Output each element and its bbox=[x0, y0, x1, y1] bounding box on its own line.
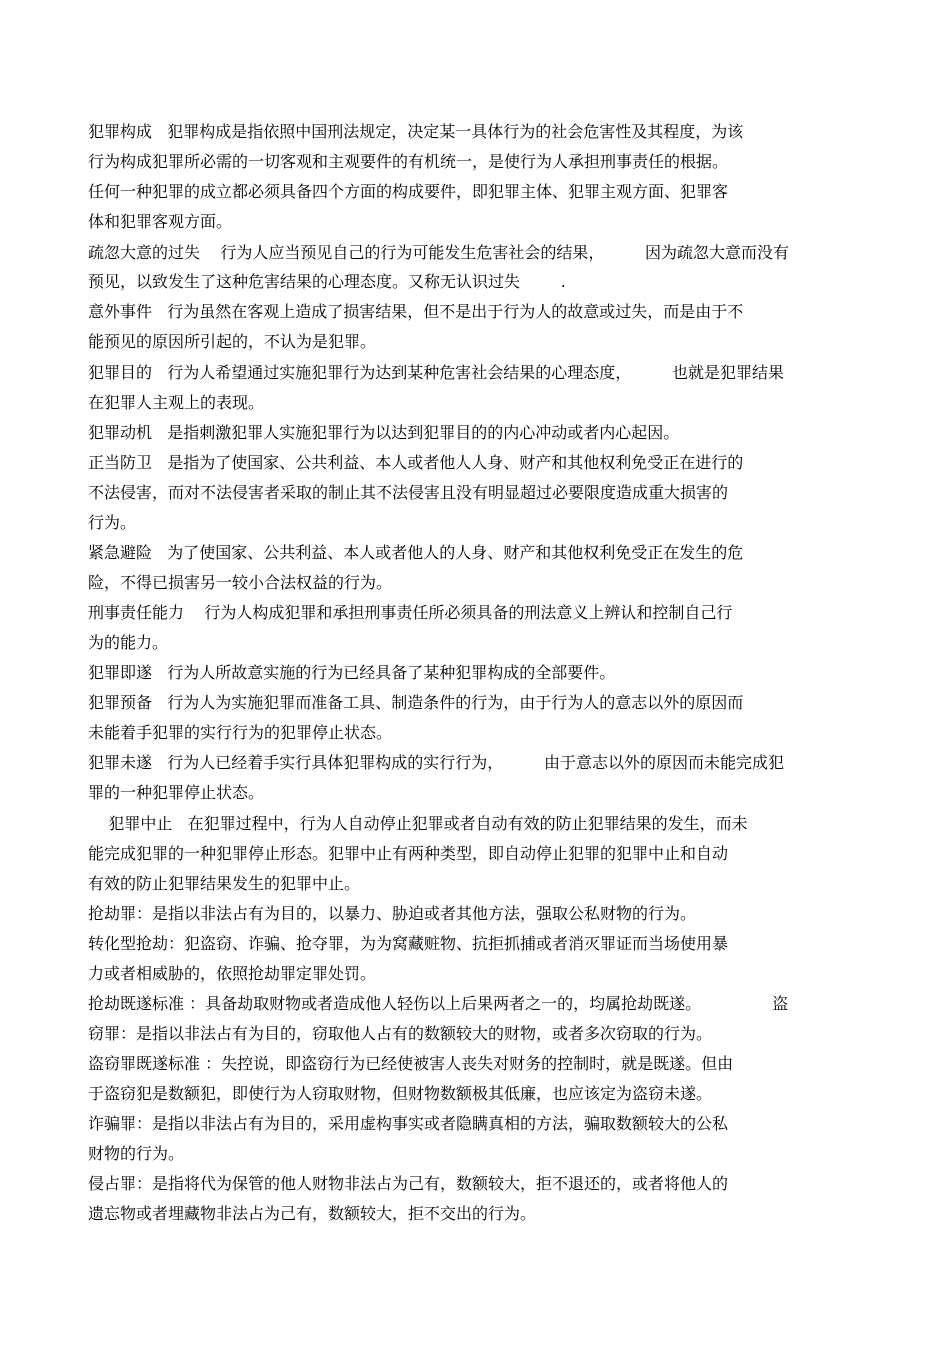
text-line: 任何一种犯罪的成立都必须具备四个方面的构成要件，即犯罪主体、犯罪主观方面、犯罪客 bbox=[88, 182, 729, 201]
text-line: 诈骗罪：是指以非法占有为目的，采用虚构事实或者隐瞒真相的方法，骗取数额较大的公私 bbox=[88, 1114, 729, 1133]
text-line: 犯罪即遂 行为人所故意实施的行为已经具备了某种犯罪构成的全部要件。 bbox=[88, 663, 616, 682]
text-line: 罪的一种犯罪停止状态。 bbox=[88, 783, 265, 802]
text-line: 紧急避险 为了使国家、公共利益、本人或者他人的人身、财产和其他权利免受正在发生的危 bbox=[88, 543, 744, 562]
text-line: 犯罪目的 行为人希望通过实施犯罪行为达到某种危害社会结果的心理态度， 也就是犯罪结果 bbox=[88, 363, 784, 382]
text-line: 意外事件 行为虽然在客观上造成了损害结果，但不是出于行为人的故意或过失，而是由于不 bbox=[88, 302, 744, 321]
text-line: 侵占罪：是指将代为保管的他人财物非法占为己有，数额较大，拒不退还的，或者将他人的 bbox=[88, 1174, 729, 1193]
text-line: 抢劫罪：是指以非法占有为目的，以暴力、胁迫或者其他方法，强取公私财物的行为。 bbox=[88, 904, 697, 923]
text-line: 犯罪动机 是指刺激犯罪人实施犯罪行为以达到犯罪目的的内心冲动或者内心起因。 bbox=[88, 423, 680, 442]
text-line: 体和犯罪客观方面。 bbox=[88, 212, 233, 231]
text-line: 预见，以致发生了这种危害结果的心理态度。又称无认识过失 . bbox=[88, 272, 566, 291]
text-line: 犯罪预备 行为人为实施犯罪而准备工具、制造条件的行为，由于行为人的意志以外的原因而 bbox=[88, 693, 744, 712]
text-line: 盗窃罪既遂标准 ：失控说，即盗窃行为已经使被害人丧失对财务的控制时，就是既遂。但由 bbox=[88, 1054, 734, 1073]
text-line: 刑事责任能力 行为人构成犯罪和承担刑事责任所必须具备的刑法意义上辨认和控制自己行 bbox=[88, 603, 733, 622]
text-line: 为的能力。 bbox=[88, 633, 169, 652]
text-line: 疏忽大意的过失 行为人应当预见自己的行为可能发生危害社会的结果， 因为疏忽大意而没有 bbox=[88, 243, 790, 262]
text-line: 行为构成犯罪所必需的一切客观和主观要件的有机统一，是使行为人承担刑事责任的根据。 bbox=[88, 152, 729, 171]
text-line: 窃罪：是指以非法占有为目的，窃取他人占有的数额较大的财物，或者多次窃取的行为。 bbox=[88, 1024, 713, 1043]
text-line: 力或者相威胁的，依照抢劫罪定罪处罚。 bbox=[88, 964, 377, 983]
text-line: 抢劫既遂标准 ：具备劫取财物或者造成他人轻伤以上后果两者之一的，均属抢劫既遂。 盗 bbox=[88, 994, 789, 1013]
text-line: 能完成犯罪的一种犯罪停止形态。犯罪中止有两种类型，即自动停止犯罪的犯罪中止和自动 bbox=[88, 844, 729, 863]
text-line: 财物的行为。 bbox=[88, 1144, 185, 1163]
text-line: 遗忘物或者埋藏物非法占为己有，数额较大，拒不交出的行为。 bbox=[88, 1204, 537, 1223]
text-line: 于盗窃犯是数额犯，即使行为人窃取财物，但财物数额极其低廉，也应该定为盗窃未遂。 bbox=[88, 1084, 713, 1103]
text-line: 犯罪中止 在犯罪过程中，行为人自动停止犯罪或者自动有效的防止犯罪结果的发生，而未 bbox=[88, 814, 748, 833]
text-line: 犯罪未遂 行为人已经着手实行具体犯罪构成的实行行为， 由于意志以外的原因而未能完成犯 bbox=[88, 753, 784, 772]
text-line: 犯罪构成 犯罪构成是指依照中国刑法规定，决定某一具体行为的社会危害性及其程度，为该 bbox=[88, 122, 744, 141]
text-line: 正当防卫 是指为了使国家、公共利益、本人或者他人人身、财产和其他权利免受正在进行的 bbox=[88, 453, 744, 472]
text-line: 不法侵害，而对不法侵害者采取的制止其不法侵害且没有明显超过必要限度造成重大损害的 bbox=[88, 483, 729, 502]
text-line: 行为。 bbox=[88, 513, 137, 532]
text-line: 未能着手犯罪的实行行为的犯罪停止状态。 bbox=[88, 723, 393, 742]
text-line: 能预见的原因所引起的，不认为是犯罪。 bbox=[88, 332, 377, 351]
text-line: 在犯罪人主观上的表现。 bbox=[88, 393, 265, 412]
text-line: 转化型抢劫：犯盗窃、诈骗、抢夺罪，为为窝藏赃物、抗拒抓捕或者消灭罪证而当场使用暴 bbox=[88, 934, 729, 953]
text-line: 险，不得已损害另一较小合法权益的行为。 bbox=[88, 573, 393, 592]
text-line: 有效的防止犯罪结果发生的犯罪中止。 bbox=[88, 874, 361, 893]
